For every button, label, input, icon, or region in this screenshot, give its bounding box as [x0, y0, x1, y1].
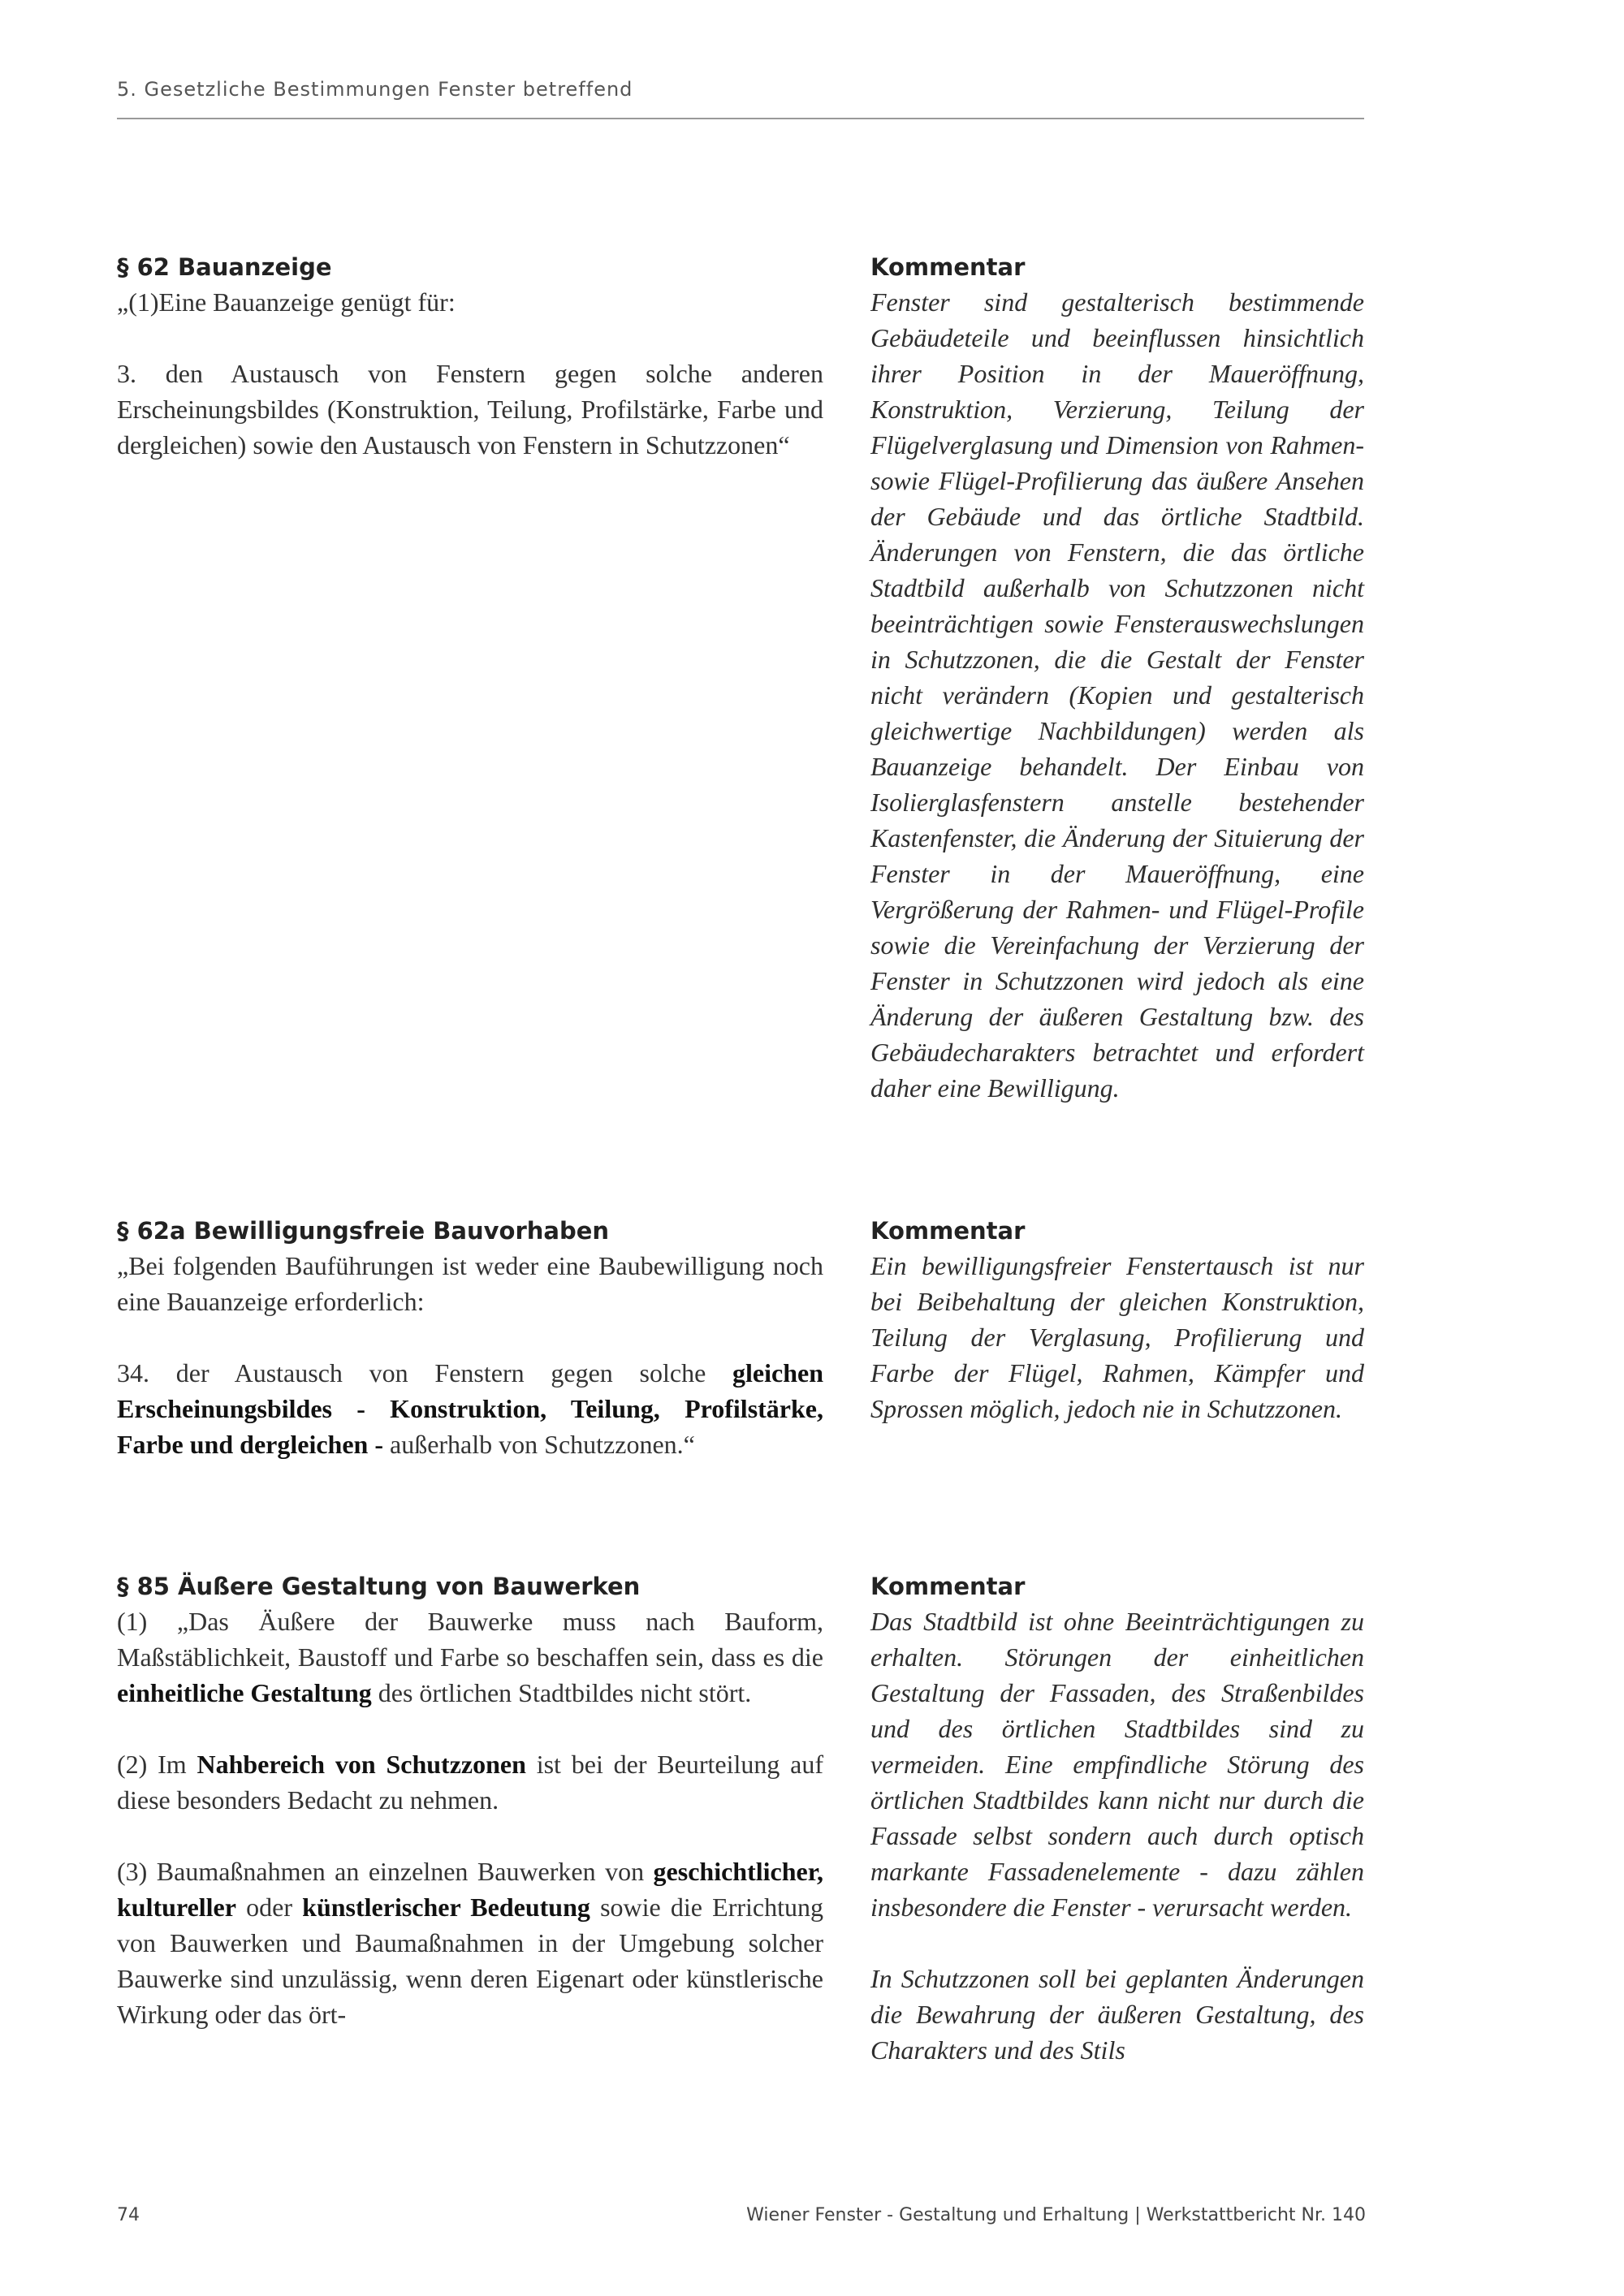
emphasis-text: künstlerischer Bedeutung: [302, 1892, 590, 1922]
header-rule: [117, 118, 1364, 119]
section-heading: § 62 Bauanzeige: [117, 253, 332, 281]
law-paragraph: [117, 1248, 823, 1319]
law-text: [117, 1248, 823, 1462]
law-text-run: sowie die Errichtung von Bauwerken und Baumaßnahmen in der Umgebung solcher Bauwerke sind unzulässig, wenn deren Eigenart oder künstlerische Wirkung oder das ört-: [117, 1892, 823, 2029]
law-column: [117, 1214, 823, 1462]
law-text: [117, 1603, 823, 2032]
law-paragraph: [117, 356, 823, 463]
law-column: [117, 250, 823, 463]
law-text-run: oder: [235, 1892, 303, 1922]
law-text-run: (1) „Das Äußere der Bauwerke muss nach Bauform, Maßstäblichkeit, Baustoff und Farbe so beschaffen sein, dass es die: [117, 1607, 823, 1672]
law-paragraph: [117, 1746, 823, 1818]
law-paragraph: [117, 1603, 823, 1711]
law-text-run: des örtlichen Stadtbildes nicht stört.: [371, 1678, 752, 1707]
law-text: [117, 284, 823, 463]
comment-column: [870, 250, 1364, 1106]
comment-paragraph: Fenster sind gestalterisch bestimmende Gebäudeteile und beeinflussen hinsichtlich ihrer Position in der Maueröffnung, Konstruktion, Verzierung, Teilung der Flügelverglasung und Dimension von Rahmen- sowie Flügel-Profilierung das äußere Ansehen der Gebäude und das örtliche Stadtbild. Änderungen von Fenstern, die das örtliche Stadtbild außerhalb von Schutzzonen nicht beeinträchtigen sowie Fensterauswechslungen in Schutzzonen, die die Gestalt der Fenster nicht verändern (Kopien und gestalterisch gleichwertige Nachbildungen) werden als Bauanzeige behandelt. Der Einbau von Isolierglasfenstern anstelle bestehender Kastenfenster, die Änderung der Situierung der Fenster in der Maueröffnung, eine Vergrößerung der Rahmen- und Flügel-Profile sowie die Vereinfachung der Verzierung der Fenster in Schutzzonen wird jedoch als eine Änderung der äußeren Gestaltung bzw. des Gebäudecharakters betrachtet und erfordert daher eine Bewilligung.: [870, 287, 1364, 1103]
comment-paragraph: Ein bewilligungsfreier Fenstertausch ist nur bei Beibehaltung der gleichen Konstruktion, Teilung der Verglasung, Profilierung und Farbe der Flügel, Rahmen, Kämpfer und Sprossen möglich, jedoch nie in Schutzzonen.: [870, 1251, 1364, 1423]
section-heading: § 85 Äußere Gestaltung von Bauwerken: [117, 1573, 641, 1600]
law-paragraph: [117, 1854, 823, 2032]
running-header: 5. Gesetzliche Bestimmungen Fenster betreffend: [117, 78, 633, 101]
law-text-run: „(1)Eine Bauanzeige genügt für:: [117, 287, 456, 317]
comment-heading: Kommentar: [870, 1573, 1026, 1600]
emphasis-text: geschichtlicher, kultureller: [117, 1857, 823, 1922]
publication-footer: Wiener Fenster - Gestaltung und Erhaltung | Werkstattbericht Nr. 140: [746, 2205, 1366, 2225]
comment-column: [870, 1569, 1364, 2068]
comment-paragraph: In Schutzzonen soll bei geplanten Änderungen die Bewahrung der äußeren Gestaltung, des Charakters und des Stils: [870, 1964, 1364, 2065]
law-column: [117, 1569, 823, 2032]
emphasis-text: Nahbereich von Schutzzonen: [197, 1750, 526, 1779]
comment-column: [870, 1214, 1364, 1426]
emphasis-text: einheitliche Gestaltung: [117, 1678, 372, 1707]
law-text-run: „Bei folgenden Bauführungen ist weder eine Baubewilligung noch eine Bauanzeige erforderlich:: [117, 1251, 823, 1316]
law-paragraph: [117, 1355, 823, 1462]
law-text-run: ist bei der Beurteilung auf diese besonders Bedacht zu nehmen.: [117, 1750, 824, 1815]
law-paragraph: [117, 284, 823, 320]
law-text-run: (2) Im: [117, 1750, 197, 1779]
section-heading: § 62a Bewilligungsfreie Bauvorhaben: [117, 1217, 610, 1245]
comment-heading: Kommentar: [870, 1217, 1026, 1245]
law-text-run: 34. der Austausch von Fenstern gegen solche: [117, 1358, 733, 1388]
comment-paragraph: Das Stadtbild ist ohne Beeinträchtigungen zu erhalten. Störungen der einheitlichen Gestaltung der Fassaden, des Straßenbildes und des örtlichen Stadtbildes sind zu vermeiden. Eine empfindliche Störung des örtlichen Stadtbildes kann nicht nur durch die Fassade selbst sondern auch durch optisch markante Fassadenelemente - dazu zählen insbesondere die Fenster - verursacht werden.: [870, 1607, 1364, 1922]
law-text-run: außerhalb von Schutzzonen.“: [382, 1430, 695, 1459]
comment-heading: Kommentar: [870, 253, 1026, 281]
emphasis-text: gleichen Erscheinungsbildes - Konstruktion, Teilung, Profilstärke, Farbe und dergleichen -: [117, 1358, 823, 1459]
page-number: 74: [117, 2205, 140, 2225]
law-text-run: (3) Baumaßnahmen an einzelnen Bauwerken von: [117, 1857, 654, 1886]
law-text-run: 3. den Austausch von Fenstern gegen solche anderen Erscheinungsbildes (Konstruktion, Teilung, Profilstärke, Farbe und dergleichen) sowie den Austausch von Fenstern in Schutzzonen“: [117, 359, 823, 460]
